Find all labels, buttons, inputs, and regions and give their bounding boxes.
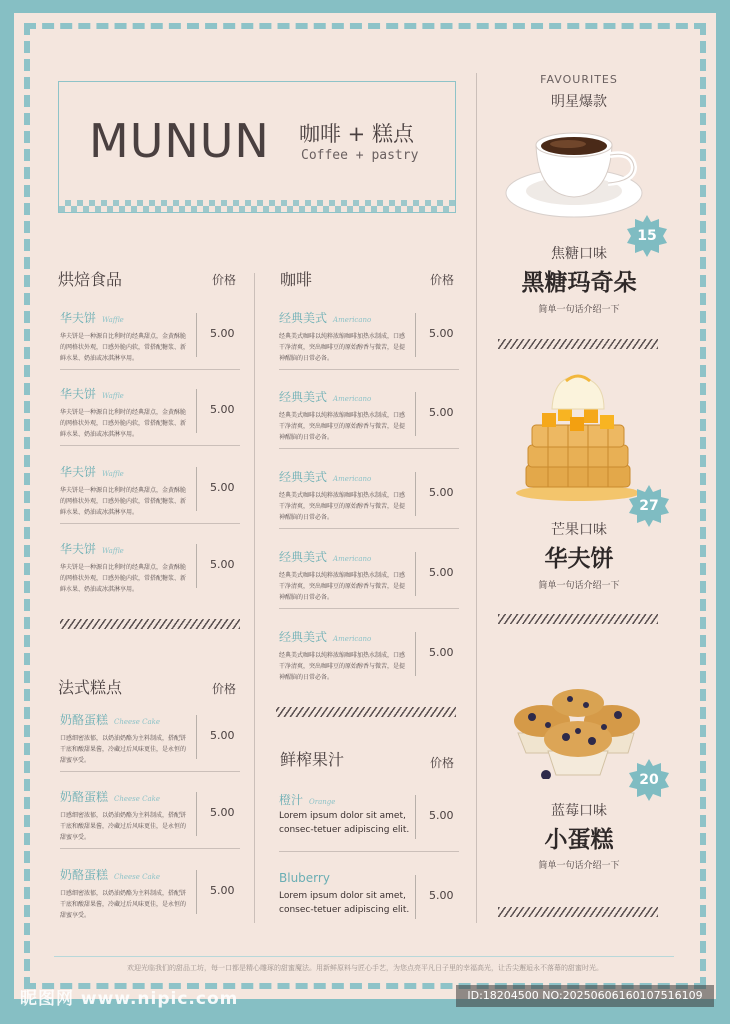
item-name: 经典美式 Americano — [279, 311, 372, 325]
item-desc: 华夫饼是一种源自比利时的经典甜点，金黄酥脆的网格状外观，口感外脆内软，常搭配糖浆、新鲜水果、奶油或冰淇淋享用。 — [60, 564, 187, 593]
item-price: 5.00 — [429, 646, 454, 659]
menu-item — [279, 628, 459, 690]
item-desc: Lorem ipsum dolor sit amet, consec-tetuer adipiscing elit. — [279, 811, 410, 835]
menu-item — [60, 463, 240, 525]
featured-flavor: 焦糖口味 — [551, 246, 607, 262]
featured-title: 小蛋糕 — [544, 827, 614, 853]
footer-divider — [54, 956, 674, 957]
featured-title: 黑糖玛奇朵 — [521, 270, 637, 296]
item-desc: 经典美式咖啡以纯粹浓缩咖啡加热水制成，口感干净清爽，突出咖啡豆的原始醇香与微苦，是提神醒脑的日常必备。 — [279, 412, 406, 441]
item-name: 经典美式 Americano — [279, 550, 372, 564]
item-price: 5.00 — [210, 327, 235, 340]
item-desc: 口感细密浓郁，以奶油奶酪为主料制成，搭配饼干底和酸甜果酱，冷藏过后风味更佳，是永恒的甜蜜享受。 — [60, 890, 187, 919]
featured-desc: 简单一句话介绍一下 — [538, 581, 620, 591]
watermark-logo: 昵图网 www.nipic.com — [20, 989, 239, 1009]
separator — [196, 389, 197, 433]
badge-value: 27 — [639, 498, 659, 514]
item-price: 5.00 — [429, 566, 454, 579]
stripe-divider — [498, 614, 658, 624]
item-name: Bluberry — [279, 871, 330, 885]
item-price: 5.00 — [429, 889, 454, 902]
badge-value: 15 — [637, 228, 657, 244]
divider — [60, 445, 240, 446]
item-desc: Lorem ipsum dolor sit amet, consec-tetuer adipiscing elit. — [279, 891, 410, 915]
section-title-bakery: 烘焙食品 — [58, 270, 123, 289]
favourites-label-en: FAVOURITES — [540, 73, 618, 86]
price-header: 价格 — [212, 273, 237, 287]
footer-text: 欢迎光临我们的甜品工坊，每一口都是精心雕琢的甜蜜魔法。用新鲜原料与匠心手艺，为您点亮平凡日子里的幸福高光，让舌尖邂逅永不落幕的甜蜜时光。 — [127, 964, 603, 972]
price-badge — [628, 759, 670, 801]
mango-waffle-image — [508, 373, 648, 505]
item-price: 5.00 — [210, 806, 235, 819]
divider — [60, 771, 240, 772]
menu-item — [279, 548, 459, 610]
item-desc: 华夫饼是一种源自比利时的经典甜点，金黄酥脆的网格状外观，口感外脆内软，常搭配糖浆、新鲜水果、奶油或冰淇淋享用。 — [60, 333, 187, 362]
featured-title: 华夫饼 — [544, 546, 614, 572]
item-desc: 华夫饼是一种源自比利时的经典甜点，金黄酥脆的网格状外观，口感外脆内软，常搭配糖浆、新鲜水果、奶油或冰淇淋享用。 — [60, 487, 187, 516]
separator — [196, 792, 197, 836]
menu-item — [60, 385, 240, 447]
menu-item — [279, 388, 459, 450]
featured-desc: 简单一句话介绍一下 — [538, 305, 620, 315]
section-title-coffee: 咖啡 — [280, 270, 313, 289]
badge-value: 20 — [639, 772, 659, 788]
menu-item — [60, 866, 240, 928]
brand-subtitle-en: Coffee + pastry — [301, 148, 419, 163]
price-header: 价格 — [430, 273, 455, 287]
brand-name: MUNUN — [89, 114, 270, 168]
separator — [415, 795, 416, 839]
favourites-label-cn: 明星爆款 — [551, 94, 607, 110]
menu-item — [279, 791, 459, 853]
item-name: 奶酪蛋糕 Cheese Cake — [60, 790, 161, 804]
item-name: 经典美式 Americano — [279, 390, 372, 404]
section-title-french: 法式糕点 — [58, 678, 123, 697]
menu-item — [60, 540, 240, 602]
divider — [60, 369, 240, 370]
price-header: 价格 — [430, 756, 455, 770]
divider — [279, 369, 459, 370]
item-price: 5.00 — [210, 884, 235, 897]
item-price: 5.00 — [429, 406, 454, 419]
menu-item — [60, 711, 240, 773]
blueberry-muffins-image — [508, 675, 648, 779]
item-price: 5.00 — [210, 558, 235, 571]
brand-subtitle-cn: 咖啡 + 糕点 — [299, 122, 414, 146]
menu-item — [279, 309, 459, 371]
item-desc: 华夫饼是一种源自比利时的经典甜点，金黄酥脆的网格状外观，口感外脆内软，常搭配糖浆、新鲜水果、奶油或冰淇淋享用。 — [60, 409, 187, 438]
divider — [279, 851, 459, 852]
menu-item — [60, 788, 240, 850]
coffee-cup-image — [502, 117, 652, 227]
item-name: 奶酪蛋糕 Cheese Cake — [60, 713, 161, 727]
separator — [196, 467, 197, 511]
featured-desc: 简单一句话介绍一下 — [538, 861, 620, 871]
item-price: 5.00 — [429, 327, 454, 340]
separator — [415, 392, 416, 436]
separator — [196, 715, 197, 759]
watermark-id: ID:18204500 NO:20250606160107516109 — [456, 985, 714, 1007]
item-desc: 经典美式咖啡以纯粹浓缩咖啡加热水制成，口感干净清爽，突出咖啡豆的原始醇香与微苦，是提神醒脑的日常必备。 — [279, 333, 406, 362]
item-name: 橙汁 Orange — [279, 793, 336, 807]
stripe-divider — [276, 707, 456, 717]
divider — [279, 528, 459, 529]
featured-flavor: 蓝莓口味 — [551, 803, 607, 819]
item-name: 经典美式 Americano — [279, 630, 372, 644]
item-name: 奶酪蛋糕 Cheese Cake — [60, 868, 161, 882]
item-name: 华夫饼 Waffle — [60, 465, 124, 479]
menu-item — [60, 309, 240, 371]
item-name: 华夫饼 Waffle — [60, 542, 124, 556]
separator — [196, 544, 197, 588]
menu-item — [279, 468, 459, 530]
separator — [415, 632, 416, 676]
price-header: 价格 — [212, 682, 237, 696]
section-title-juice: 鲜榨果汁 — [280, 750, 345, 769]
featured-flavor: 芒果口味 — [551, 522, 607, 538]
item-desc: 口感细密浓郁，以奶油奶酪为主料制成，搭配饼干底和酸甜果酱，冷藏过后风味更佳，是永恒的甜蜜享受。 — [60, 735, 187, 764]
stripe-divider — [498, 907, 658, 917]
item-desc: 经典美式咖啡以纯粹浓缩咖啡加热水制成，口感干净清爽，突出咖啡豆的原始醇香与微苦，是提神醒脑的日常必备。 — [279, 572, 406, 601]
separator — [196, 313, 197, 357]
separator — [415, 552, 416, 596]
stripe-divider — [60, 619, 240, 629]
logo-box — [58, 81, 456, 213]
item-desc: 经典美式咖啡以纯粹浓缩咖啡加热水制成，口感干净清爽，突出咖啡豆的原始醇香与微苦，是提神醒脑的日常必备。 — [279, 492, 406, 521]
divider — [60, 523, 240, 524]
item-price: 5.00 — [429, 486, 454, 499]
item-price: 5.00 — [210, 403, 235, 416]
item-name: 华夫饼 Waffle — [60, 387, 124, 401]
divider — [279, 608, 459, 609]
menu-page — [14, 13, 716, 999]
checker-strip — [59, 200, 455, 212]
separator — [196, 870, 197, 914]
column-divider — [476, 73, 477, 923]
item-desc: 经典美式咖啡以纯粹浓缩咖啡加热水制成，口感干净清爽，突出咖啡豆的原始醇香与微苦，是提神醒脑的日常必备。 — [279, 652, 406, 681]
separator — [415, 472, 416, 516]
item-price: 5.00 — [210, 729, 235, 742]
menu-item — [279, 871, 459, 933]
item-name: 华夫饼 Waffle — [60, 311, 124, 325]
stripe-divider — [498, 339, 658, 349]
divider — [279, 448, 459, 449]
separator — [415, 313, 416, 357]
item-name: 经典美式 Americano — [279, 470, 372, 484]
column-divider — [254, 273, 255, 923]
item-desc: 口感细密浓郁，以奶油奶酪为主料制成，搭配饼干底和酸甜果酱，冷藏过后风味更佳，是永恒的甜蜜享受。 — [60, 812, 187, 841]
item-price: 5.00 — [429, 809, 454, 822]
divider — [60, 848, 240, 849]
separator — [415, 875, 416, 919]
item-price: 5.00 — [210, 481, 235, 494]
